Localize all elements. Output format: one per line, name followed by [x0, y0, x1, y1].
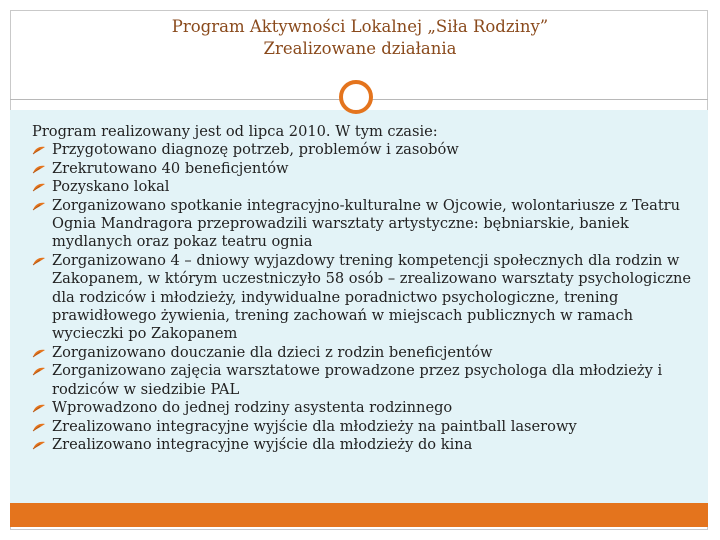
intro-text: Program realizowany jest od lipca 2010. W tym czasie: — [32, 123, 438, 140]
leaf-arrow-icon — [32, 256, 46, 266]
list-item — [32, 418, 704, 436]
slide-title-line-2: Zrealizowane działania — [263, 39, 457, 58]
list-item — [32, 178, 704, 196]
leaf-arrow-icon — [32, 201, 46, 211]
list-item — [32, 344, 704, 362]
list-item-text: Zrealizowano integracyjne wyjście dla młodzieży do kina — [52, 435, 473, 453]
list-item-text: Zorganizowano spotkanie integracyjno-kulturalne w Ojcowie, wolontariusze z Teatru Ognia Mandragora przeprowadzili warsztaty artystyczne: bębniarskie, baniek mydlanych oraz pokaz teatru ognia — [52, 196, 681, 251]
slide-title-line-1: Program Aktywności Lokalnej „Siła Rodziny” — [171, 17, 549, 36]
list-item — [32, 141, 704, 159]
leaf-arrow-icon — [32, 366, 46, 376]
list-item-text: Zorganizowano 4 – dniowy wyjazdowy trening kompetencji społecznych dla rodzin w Zakopanem, w którym uczestniczyło 58 osób – zrealizowano warsztaty psychologiczne dla rodziców i młodzieży, indywidualne poradnictwo psychologiczne, trening prawidłowego żywienia, trening zachowań w miejscach publicznych w ramach wycieczki po Zakopanem — [52, 251, 692, 343]
divider-circle-ornament — [339, 80, 373, 114]
leaf-arrow-icon — [32, 440, 46, 450]
list-item-text: Zorganizowano douczanie dla dzieci z rodzin beneficjentów — [52, 343, 493, 361]
slide-title — [0, 16, 720, 60]
list-item — [32, 436, 704, 454]
list-item — [32, 160, 704, 178]
list-item — [32, 252, 704, 344]
bullet-list — [32, 141, 704, 454]
list-item-text: Zrekrutowano 40 beneficjentów — [52, 159, 289, 177]
slide-body — [32, 123, 704, 454]
list-item-text: Wprowadzono do jednej rodziny asystenta rodzinnego — [52, 399, 453, 417]
list-item-text: Pozyskano lokal — [52, 178, 170, 196]
list-item — [32, 362, 704, 399]
leaf-arrow-icon — [32, 182, 46, 192]
leaf-arrow-icon — [32, 422, 46, 432]
list-item — [32, 399, 704, 417]
list-item-text: Przygotowano diagnozę potrzeb, problemów i zasobów — [52, 141, 459, 159]
list-item-text: Zorganizowano zajęcia warsztatowe prowadzone przez psychologa dla młodzieży i rodziców w siedzibie PAL — [52, 362, 663, 398]
list-item-text: Zrealizowano integracyjne wyjście dla młodzieży na paintball laserowy — [52, 417, 577, 435]
list-item — [32, 197, 704, 252]
leaf-arrow-icon — [32, 164, 46, 174]
bottom-accent-bar — [10, 503, 708, 527]
leaf-arrow-icon — [32, 403, 46, 413]
leaf-arrow-icon — [32, 145, 46, 155]
leaf-arrow-icon — [32, 348, 46, 358]
